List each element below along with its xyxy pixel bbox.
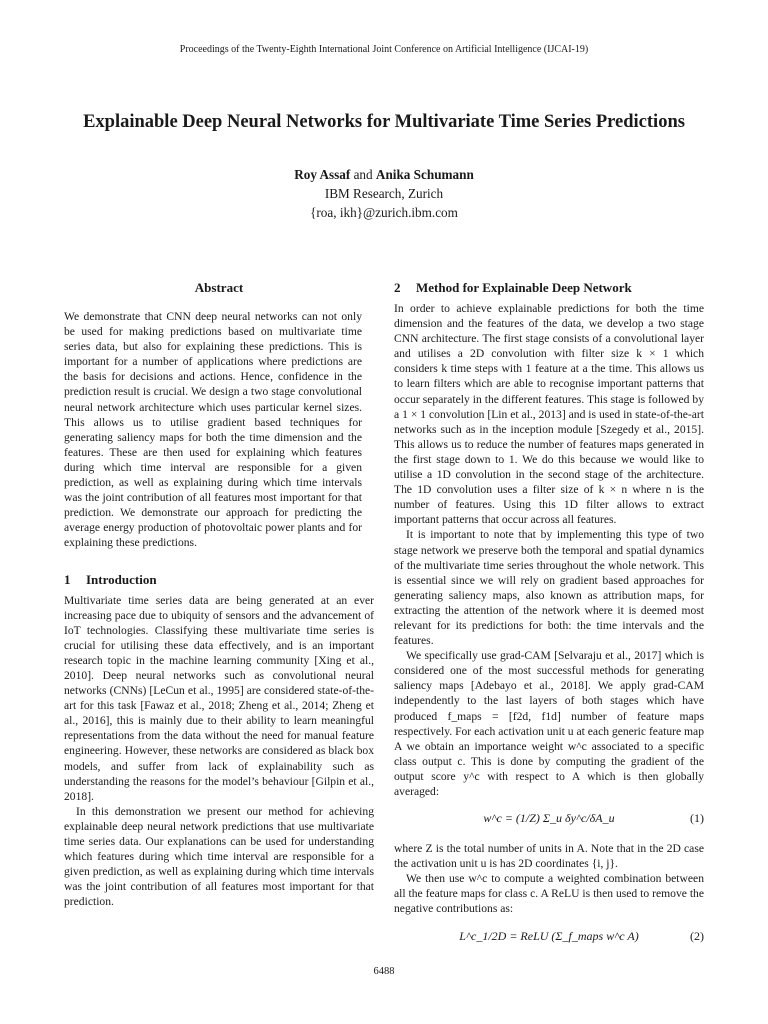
introduction-title: Introduction xyxy=(86,571,157,587)
author-email: {roa, ikh}@zurich.ibm.com xyxy=(310,205,458,220)
author-conjunction: and xyxy=(353,167,373,182)
method-heading xyxy=(394,280,704,296)
method-paragraph-1: In order to achieve explainable predictions for both the time dimension and the features of the data, we develop a two stage CNN architecture. The first stage consists of a convolutional layer and utilises a 2D convolution with filter size k × 1 which considers k time steps with 1 feature at a the time. This allows us to learn filters which are able to recognise important patterns that occur separately in the different features. This stage is followed by a 1 × 1 convolution [Lin et al., 2013] and is used in state-of-the-art networks such as in the inception module [Szegedy et al., 2015]. This allows us to reduce the number of features maps generated in the first stage down to 1. We do this because we would like to utilise a 1D convolution in the second stage of the architecture. The 1D convolution uses a filter size of k × n where n is the number of features. Using this 1D filter allows to extract important patterns that occur across all features. xyxy=(394,302,704,527)
equation-2-number: (2) xyxy=(690,928,704,943)
page-number: 6488 xyxy=(373,966,395,977)
author-block xyxy=(0,165,768,222)
method-paragraph-5: We then use w^c to compute a weighted combination between all the feature maps for class c. A ReLU is then used to remove the negative contributions as: xyxy=(394,872,704,916)
author-name-2: Anika Schumann xyxy=(375,167,474,182)
affiliation: IBM Research, Zurich xyxy=(324,186,444,201)
abstract-heading: Abstract xyxy=(194,280,244,295)
equation-1 xyxy=(394,807,704,833)
proceedings-header: Proceedings of the Twenty-Eighth International Joint Conference on Artificial Intelligence (IJCAI-19) xyxy=(179,44,589,55)
author-name-1: Roy Assaf xyxy=(294,167,351,182)
paper-title: Explainable Deep Neural Networks for Multivariate Time Series Predictions xyxy=(83,112,685,132)
equation-2 xyxy=(394,925,704,951)
author-line xyxy=(0,165,768,184)
equation-1-number: (1) xyxy=(690,811,704,826)
right-column xyxy=(394,280,704,959)
equation-1-formula: w^c = (1/Z) Σ_u δy^c/δA_u xyxy=(483,811,615,826)
method-paragraph-2: It is important to note that by implementing this type of two stage network we preserve both the temporal and spatial dynamics of the multivariate time series throughout the whole network. This is essential since we will rely on gradient based approaches for generating saliency maps, also known as attribution maps, for extracting the attention of the network where it is deemed most relevant for its predictions for both: the time intervals and the features. xyxy=(394,528,704,648)
method-paragraph-4: where Z is the total number of units in A. Note that in the 2D case the activation unit u is has 2D coordinates {i, j}. xyxy=(394,842,704,871)
abstract-text: We demonstrate that CNN deep neural networks can not only be used for making predictions based on multivariate time series data, but also for explaining these predictions. This is important for a number of applications where predictions are the basis for decisions and actions. Hence, confidence in the prediction result is crucial. We design a two stage convolutional neural network architecture which uses particular kernel sizes. This allows us to utilise gradient based techniques for generating saliency maps for both the time dimension and the features. These are then used for explaining which features during which time interval are responsible for a given prediction, as well as explaining during which time intervals was the joint contribution of all features most important for that prediction. We demonstrate our approach for predicting the average energy production of photovoltaic power plants and for explaining these predictions. xyxy=(64,310,362,550)
method-paragraph-3: We specifically use grad-CAM [Selvaraju et al., 2017] which is considered one of the most successful methods for generating saliency maps [Adebayo et al., 2018]. We apply grad-CAM independently to the last layers of both stages which have produced f_maps = [f2d, f1d] number of feature maps respectively. For each activation unit u at each generic feature map A we obtain an importance weight w^c associated to a specific class output c. This is done by computing the gradient of the output score y^c with respect to A which is then globally averaged: xyxy=(394,649,704,798)
introduction-paragraph-1: Multivariate time series data are being generated at an ever increasing pace due to ubiquity of sensors and the advancement of IoT technologies. Classifying these multivariate time series is crucial for utilising these data effectively, and is an important research topic in the machine learning community [Xing et al., 2010]. Deep neural networks such as convolutional neural networks (CNNs) [LeCun et al., 1995] are considered state-of-the-art for this task [Fawaz et al., 2018; Zheng et al., 2014; Zheng et al., 2016], this is mainly due to their ability to learn meaningful representations from the data without the need for manual feature engineering. However, these networks are considered as black box models, and suffer from lack of explainability such as understanding the reasons for the model’s behaviour [Gilpin et al., 2018]. xyxy=(64,593,374,803)
method-title: Method for Explainable Deep Network xyxy=(416,280,632,295)
equation-2-formula: L^c_1/2D = ReLU (Σ_f_maps w^c A) xyxy=(459,928,639,943)
introduction-paragraph-2: In this demonstration we present our method for achieving explainable deep neural network predictions that use multivariate time series data. Our explanations can be used for understanding which features during which time interval are responsible for a given prediction, as well as explaining during which time intervals was the joint contribution of all features most important for that prediction. xyxy=(64,804,374,909)
method-number: 2 xyxy=(394,280,401,295)
left-column xyxy=(64,280,374,909)
introduction-number: 1 xyxy=(64,571,71,587)
introduction-heading xyxy=(64,572,374,588)
